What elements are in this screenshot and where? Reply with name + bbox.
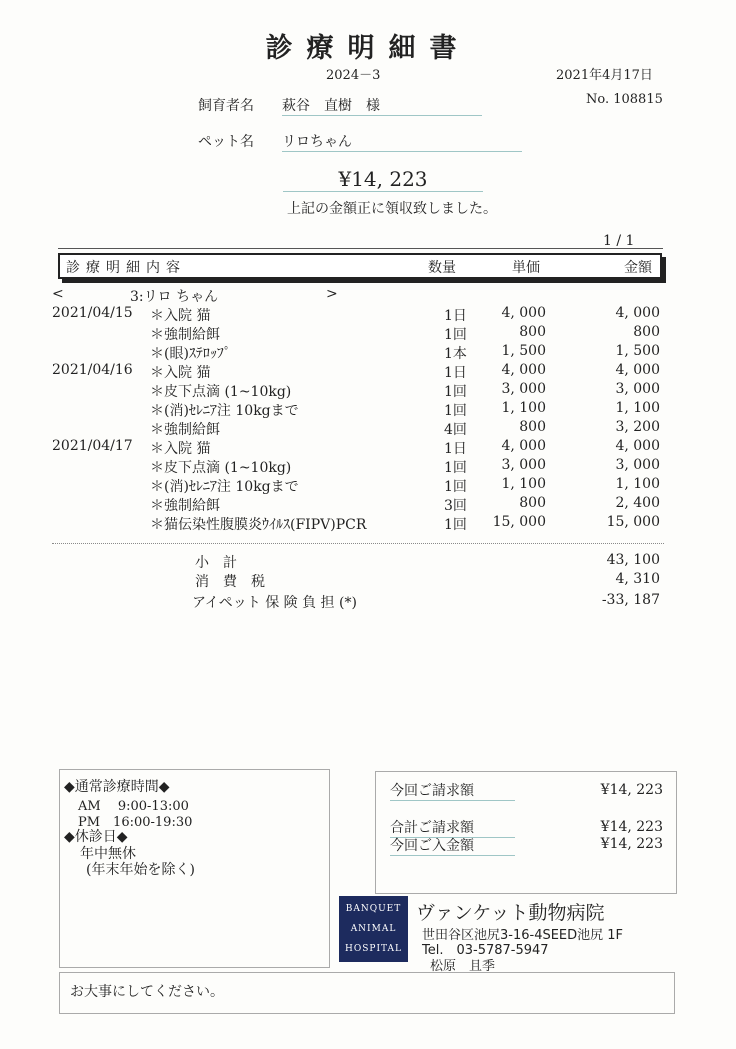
billing-total-label: 合計ご請求額 xyxy=(390,817,515,838)
header-amount: 金額 xyxy=(624,260,652,276)
row-item: ＊入院 猫 xyxy=(150,365,211,381)
row-date: 2021/04/15 xyxy=(52,305,133,321)
row-amount: 3, 000 xyxy=(615,457,660,473)
clinic-logo xyxy=(339,896,408,962)
table-header xyxy=(58,253,662,279)
total-amount: ¥14, 223 xyxy=(283,167,483,192)
table-row xyxy=(0,495,736,514)
row-qty: 3回 xyxy=(444,498,467,514)
row-date: 2021/04/16 xyxy=(52,362,133,378)
row-item: ＊(消)ｾﾚﾆｱ注 10kgまで xyxy=(150,479,299,495)
row-qty: 4回 xyxy=(444,422,467,438)
holiday-heading: ◆休診日◆ xyxy=(64,829,128,845)
row-amount: 1, 100 xyxy=(615,476,660,492)
billing-paid-label: 今回ご入金額 xyxy=(390,835,515,856)
row-amount: 3, 200 xyxy=(615,419,660,435)
clinic-address: 世田谷区池尻3-16-4SEED池尻 1F xyxy=(422,928,624,943)
row-item: ＊(消)ｾﾚﾆｱ注 10kgまで xyxy=(150,403,299,419)
footer-message: お大事にしてください。 xyxy=(70,984,224,1000)
row-amount: 4, 000 xyxy=(615,305,660,321)
summary-row xyxy=(0,592,736,611)
logo-line-2: ANIMAL xyxy=(350,924,397,934)
summary-value: -33, 187 xyxy=(601,592,660,608)
table-row xyxy=(0,419,736,438)
billing-box xyxy=(375,771,677,894)
row-item: ＊皮下点滴 (1~10kg) xyxy=(150,460,292,476)
billing-current-label: 今回ご請求額 xyxy=(390,780,515,801)
row-item: ＊入院 猫 xyxy=(150,308,211,324)
logo-line-3: HOSPITAL xyxy=(345,944,402,954)
row-qty: 1回 xyxy=(444,460,467,476)
row-amount: 4, 000 xyxy=(615,362,660,378)
table-row xyxy=(0,324,736,343)
row-amount: 15, 000 xyxy=(606,514,660,530)
header-price: 単価 xyxy=(512,260,540,276)
row-price: 800 xyxy=(519,324,546,340)
receipt-statement: 上記の金額正に領収致しました。 xyxy=(287,201,497,217)
row-qty: 1日 xyxy=(444,308,467,324)
header-qty: 数量 xyxy=(428,260,456,276)
table-row xyxy=(0,305,736,324)
clinic-doctor: 松原 且季 xyxy=(430,959,496,974)
summary-label: アイペット 保 険 負 担 (*) xyxy=(192,595,357,611)
hours-box xyxy=(59,769,330,968)
row-price: 3, 000 xyxy=(501,381,546,397)
row-price: 800 xyxy=(519,495,546,511)
hours-am: AM 9:00-13:00 xyxy=(78,799,189,814)
summary-value: 4, 310 xyxy=(615,571,660,587)
table-row xyxy=(0,438,736,457)
summary-label: 消 費 税 xyxy=(195,574,265,590)
row-price: 4, 000 xyxy=(501,362,546,378)
table-row xyxy=(0,400,736,419)
row-amount: 800 xyxy=(633,324,660,340)
row-price: 1, 500 xyxy=(501,343,546,359)
row-amount: 3, 000 xyxy=(615,381,660,397)
row-item: ＊猫伝染性腹膜炎ｳｲﾙｽ(FIPV)PCR xyxy=(150,517,367,533)
billing-paid-value: ¥14, 223 xyxy=(600,836,663,852)
billing-current-value: ¥14, 223 xyxy=(600,782,663,798)
clinic-tel: Tel. 03-5787-5947 xyxy=(422,943,549,958)
summary-row xyxy=(0,552,736,571)
issue-date: 2021年4月17日 xyxy=(556,68,653,83)
document-number: No. 108815 xyxy=(586,92,663,107)
row-amount: 1, 500 xyxy=(615,343,660,359)
document-title: 診療明細書 xyxy=(265,33,471,64)
row-item: ＊皮下点滴 (1~10kg) xyxy=(150,384,292,400)
row-qty: 1回 xyxy=(444,517,467,533)
logo-line-1: BANQUET xyxy=(345,904,402,914)
row-price: 1, 100 xyxy=(501,476,546,492)
row-qty: 1回 xyxy=(444,384,467,400)
pet-name: リロちゃん xyxy=(282,131,522,152)
row-price: 3, 000 xyxy=(501,457,546,473)
row-date: 2021/04/17 xyxy=(52,438,133,454)
header-content: 診療明細内容 xyxy=(66,260,186,276)
patient-close: > xyxy=(326,286,338,302)
holiday-text: 年中無休 xyxy=(80,846,136,862)
row-qty: 1日 xyxy=(444,441,467,457)
patient-open: < xyxy=(52,286,64,302)
row-item: ＊入院 猫 xyxy=(150,441,211,457)
row-qty: 1回 xyxy=(444,479,467,495)
row-price: 4, 000 xyxy=(501,305,546,321)
table-bottom-rule xyxy=(52,543,664,544)
table-row xyxy=(0,343,736,362)
pet-label: ペット名 xyxy=(198,134,254,150)
row-qty: 1回 xyxy=(444,403,467,419)
owner-name: 萩谷 直樹 様 xyxy=(282,95,482,116)
clinic-name: ヴァンケット動物病院 xyxy=(416,902,605,924)
table-row xyxy=(0,362,736,381)
table-top-rule xyxy=(58,248,663,249)
row-qty: 1日 xyxy=(444,365,467,381)
hours-heading: ◆通常診療時間◆ xyxy=(64,779,170,795)
table-row xyxy=(0,457,736,476)
hours-pm: PM 16:00-19:30 xyxy=(78,815,193,830)
document-code: 2024－3 xyxy=(326,68,381,83)
owner-label: 飼育者名 xyxy=(198,98,254,114)
row-item: ＊強制給餌 xyxy=(150,422,220,438)
row-qty: 1回 xyxy=(444,327,467,343)
row-amount: 2, 400 xyxy=(615,495,660,511)
billing-total-value: ¥14, 223 xyxy=(600,819,663,835)
table-row xyxy=(0,381,736,400)
page-indicator: 1 / 1 xyxy=(603,233,635,249)
table-row xyxy=(0,514,736,533)
row-amount: 4, 000 xyxy=(615,438,660,454)
patient-name: 3:リロ ちゃん xyxy=(130,289,219,305)
row-amount: 1, 100 xyxy=(615,400,660,416)
summary-row xyxy=(0,571,736,590)
holiday-note: (年末年始を除く) xyxy=(86,862,195,878)
table-row xyxy=(0,476,736,495)
row-price: 15, 000 xyxy=(492,514,546,530)
row-price: 1, 100 xyxy=(501,400,546,416)
summary-label: 小 計 xyxy=(195,555,237,571)
row-item: ＊(眼)ｽﾃﾛｯﾌﾟ xyxy=(150,346,231,362)
row-price: 800 xyxy=(519,419,546,435)
row-price: 4, 000 xyxy=(501,438,546,454)
row-item: ＊強制給餌 xyxy=(150,498,220,514)
message-box xyxy=(59,972,675,1014)
patient-line xyxy=(0,286,736,305)
row-qty: 1本 xyxy=(444,346,467,362)
row-item: ＊強制給餌 xyxy=(150,327,220,343)
summary-value: 43, 100 xyxy=(606,552,660,568)
